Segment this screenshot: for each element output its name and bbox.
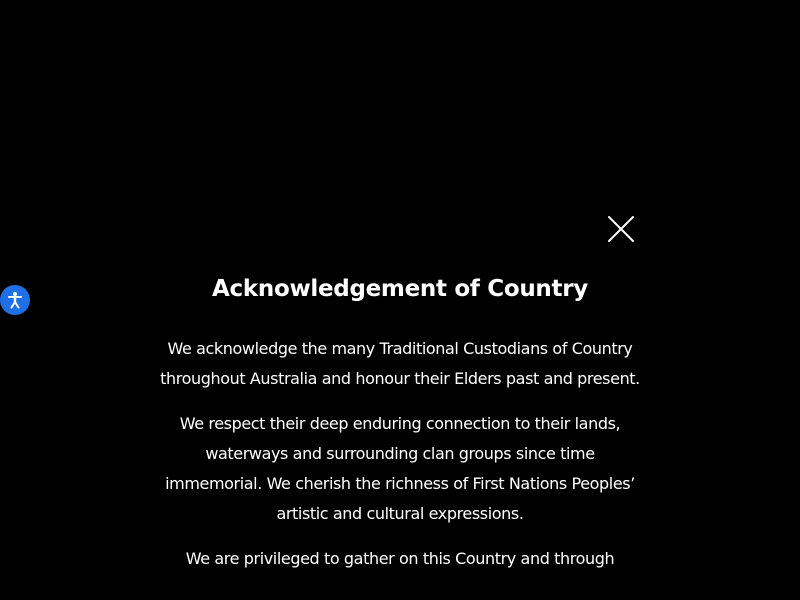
- modal-paragraph-2: We respect their deep enduring connection to their lands, waterways and surrounding clan groups since time immemorial. We cherish the richness of First Nations Peoples’ artistic and cultural expressions.: [165, 414, 635, 523]
- modal-paragraph-1: We acknowledge the many Traditional Custodians of Country throughout Australia and honour their Elders past and present.: [160, 339, 640, 388]
- close-icon: [607, 215, 635, 243]
- accessibility-button[interactable]: [0, 285, 30, 315]
- close-button[interactable]: [606, 214, 636, 244]
- modal-paragraph-3: We are privileged to gather on this Country and through: [185, 549, 615, 568]
- acknowledgement-modal: [160, 272, 640, 589]
- modal-title: Acknowledgement of Country: [212, 276, 588, 302]
- accessibility-person-icon: [5, 290, 25, 310]
